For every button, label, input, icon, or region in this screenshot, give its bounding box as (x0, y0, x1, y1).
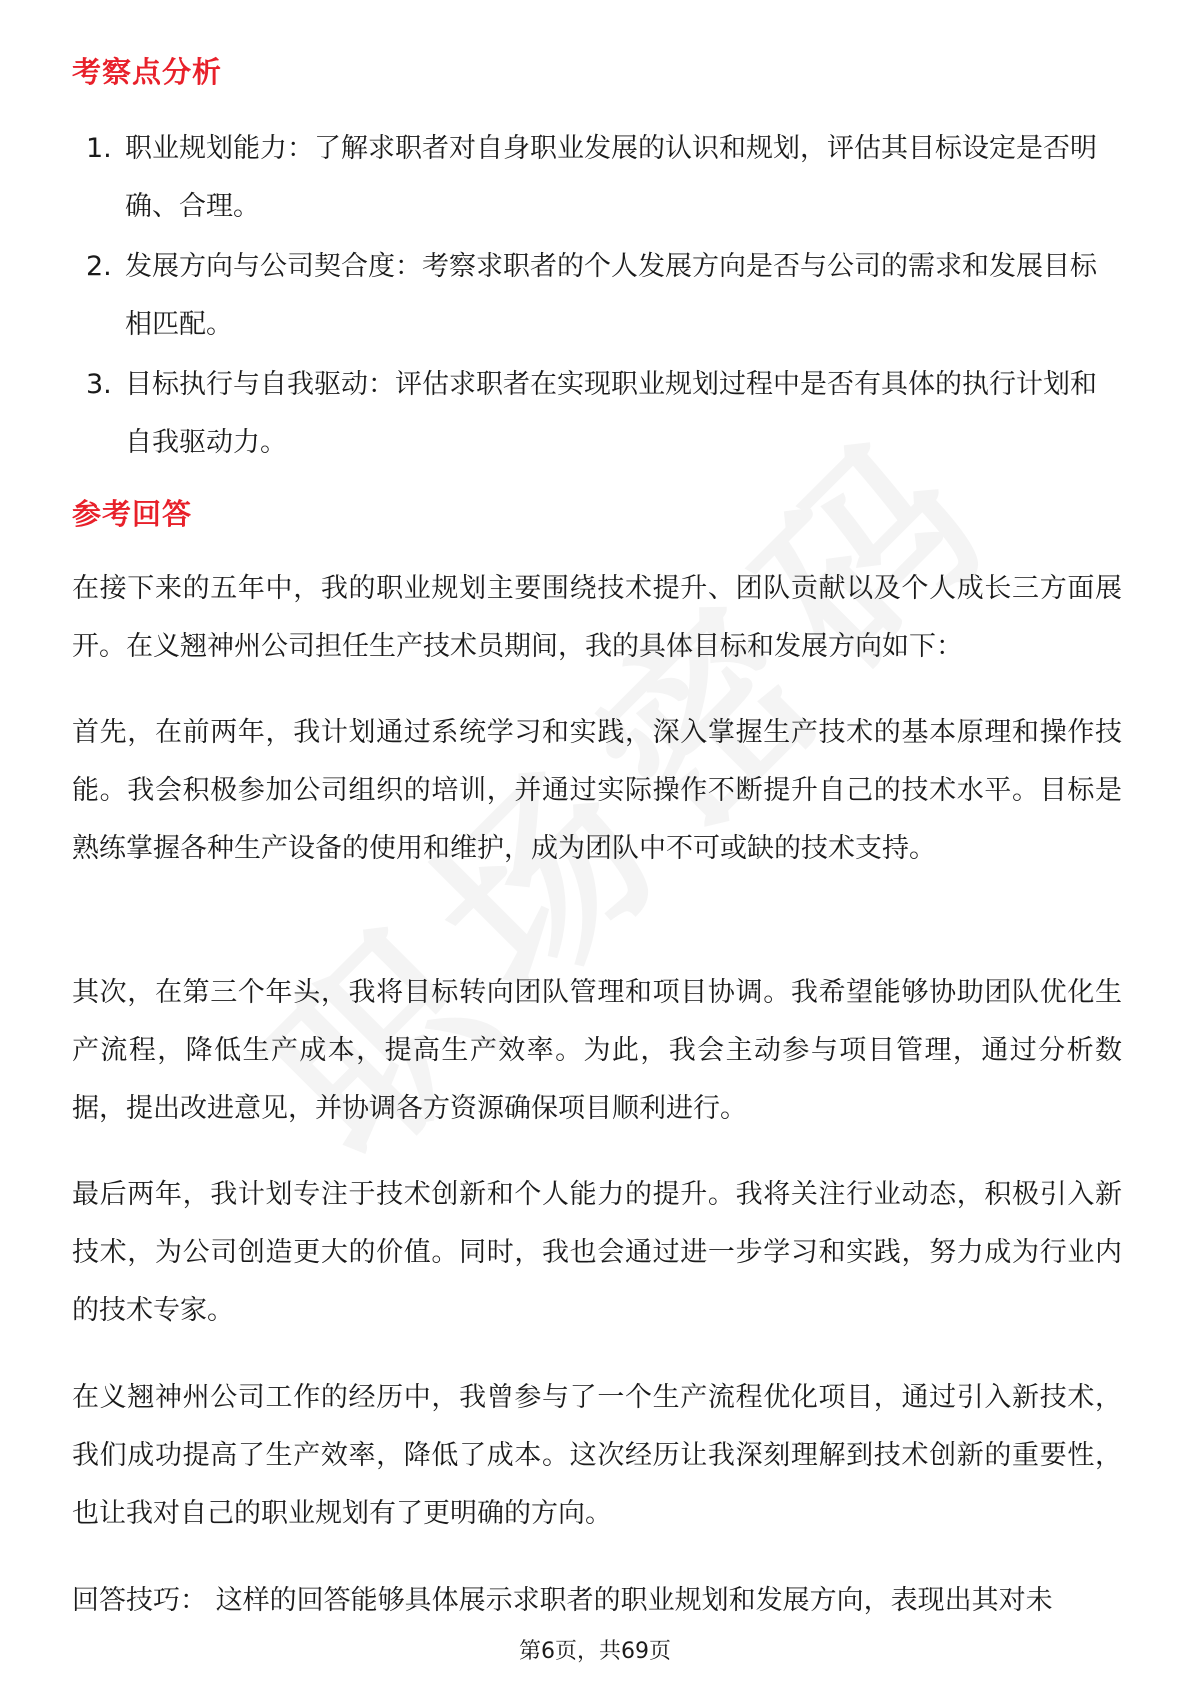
list-item-number: 2. (86, 251, 112, 282)
list-item-text: 发展方向与公司契合度：考察求职者的个人发展方向是否与公司的需求和发展目标相匹配。 (125, 251, 1097, 340)
paragraph-first: 首先，在前两年，我计划通过系统学习和实践，深入掌握生产技术的基本原理和操作技能。我会积极参加公司组织的培训，并通过实际操作不断提升自己的技术水平。目标是熟练掌握各种生产设备的使用和维护，成为团队中不可或缺的技术支持。 (72, 717, 1122, 864)
list-item-text: 目标执行与自我驱动：评估求职者在实现职业规划过程中是否有具体的执行计划和自我驱动力。 (125, 369, 1097, 458)
list-item (72, 120, 1122, 236)
paragraph-third: 最后两年，我计划专注于技术创新和个人能力的提升。我将关注行业动态，积极引入新技术，为公司创造更大的价值。同时，我也会通过进一步学习和实践，努力成为行业内的技术专家。 (72, 1179, 1122, 1326)
section-title-reference: 参考回答 (72, 497, 193, 531)
paragraph-experience: 在义翘神州公司工作的经历中，我曾参与了一个生产流程优化项目，通过引入新技术，我们成功提高了生产效率，降低了成本。这次经历让我深刻理解到技术创新的重要性，也让我对自己的职业规划有了更明确的方向。 (72, 1382, 1122, 1529)
paragraph-second: 其次，在第三个年头，我将目标转向团队管理和项目协调。我希望能够协助团队优化生产流程，降低生产成本，提高生产效率。为此，我会主动参与项目管理，通过分析数据，提出改进意见，并协调各方资源确保项目顺利进行。 (72, 977, 1122, 1124)
paragraph-intro: 在接下来的五年中，我的职业规划主要围绕技术提升、团队贡献以及个人成长三方面展开。在义翘神州公司担任生产技术员期间，我的具体目标和发展方向如下： (72, 573, 1122, 662)
paragraph-tips: 回答技巧： 这样的回答能够具体展示求职者的职业规划和发展方向，表现出其对未 (72, 1585, 1053, 1616)
list-item-text: 职业规划能力：了解求职者对自身职业发展的认识和规划，评估其目标设定是否明确、合理。 (125, 133, 1097, 222)
page-number: 第6页，共69页 (519, 1639, 671, 1664)
list-item (72, 238, 1122, 354)
list-item (72, 356, 1122, 472)
section-title-analysis: 考察点分析 (72, 55, 223, 89)
list-item-number: 1. (86, 133, 112, 164)
list-item-number: 3. (86, 369, 112, 400)
analysis-list (72, 120, 1122, 474)
